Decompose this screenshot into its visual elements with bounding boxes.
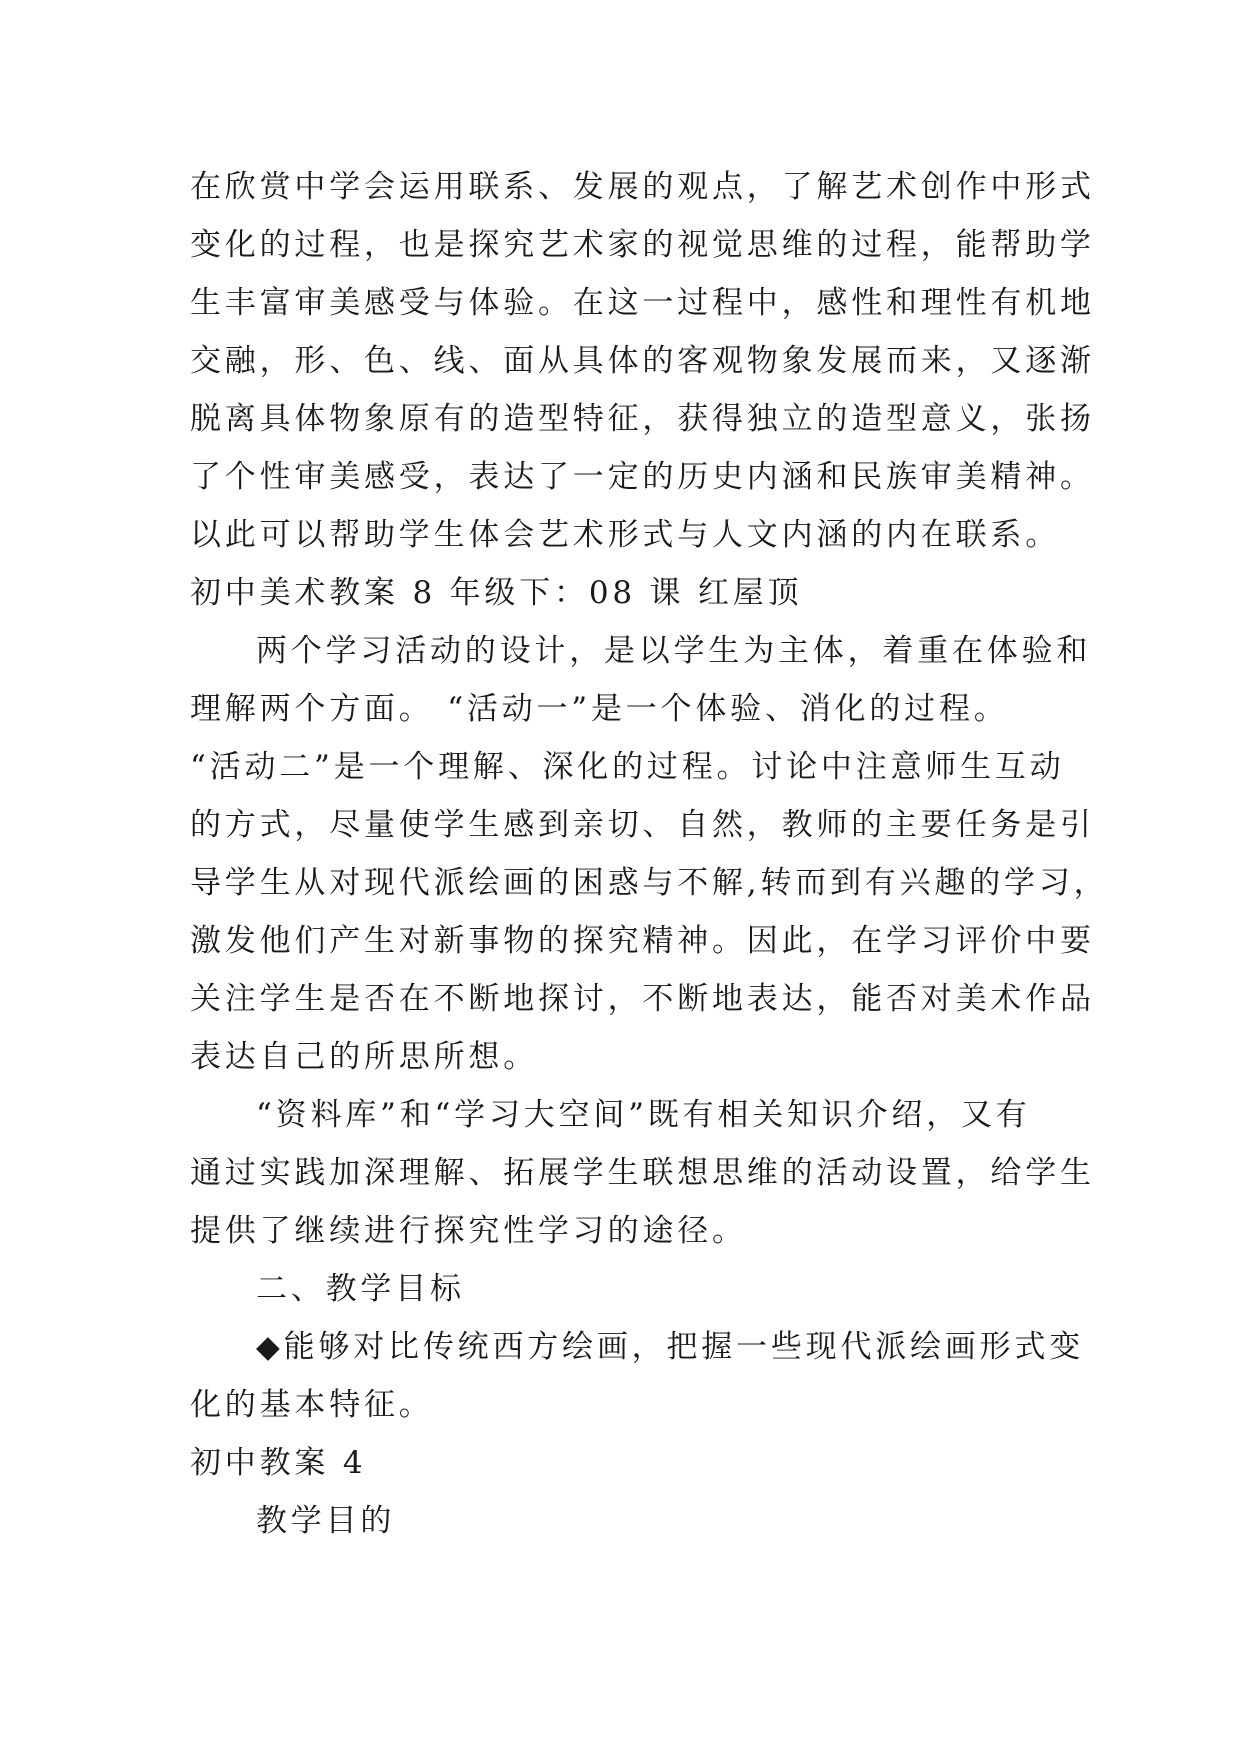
section-heading: 初中美术教案 8 年级下：08 课 红屋顶 [190, 575, 803, 611]
subheading: 教学目的 [256, 1503, 396, 1539]
text-line: 化的基本特征。 [190, 1387, 434, 1423]
text-line: 表达自己的所思所想。 [190, 1039, 538, 1075]
text-line: 在欣赏中学会运用联系、发展的观点，了解艺术创作中形式 [190, 169, 1095, 205]
bullet-line: ◆能够对比传统西方绘画，把握一些现代派绘画形式变 [256, 1329, 1085, 1365]
text-line: 关注学生是否在不断地探讨，不断地表达，能否对美术作品 [190, 981, 1095, 1017]
text-line: 以此可以帮助学生体会艺术形式与人文内涵的内在联系。 [190, 517, 1060, 553]
text-line: “资料库”和“学习大空间”既有相关知识介绍，又有 [256, 1097, 1031, 1133]
text-line: 的方式，尽量使学生感到亲切、自然，教师的主要任务是引 [190, 807, 1095, 843]
text-line: “活动二”是一个理解、深化的过程。讨论中注意师生互动 [190, 749, 1065, 785]
text-line: 激发他们产生对新事物的探究精神。因此，在学习评价中要 [190, 923, 1095, 959]
text-line: 交融，形、色、线、面从具体的客观物象发展而来，又逐渐 [190, 343, 1095, 379]
text-line: 两个学习活动的设计，是以学生为主体，着重在体验和 [256, 633, 1092, 669]
text-line: 生丰富审美感受与体验。在这一过程中，感性和理性有机地 [190, 285, 1095, 321]
text-line: 提供了继续进行探究性学习的途径。 [190, 1213, 747, 1249]
text-line: 了个性审美感受，表达了一定的历史内涵和民族审美精神。 [190, 459, 1095, 495]
subheading: 二、教学目标 [256, 1271, 465, 1307]
text-line: 理解两个方面。 “活动一”是一个体验、消化的过程。 [190, 691, 1009, 727]
text-line: 导学生从对现代派绘画的困惑与不解,转而到有兴趣的学习， [190, 865, 1109, 901]
section-heading: 初中教案 4 [190, 1445, 367, 1481]
text-line: 通过实践加深理解、拓展学生联想思维的活动设置，给学生 [190, 1155, 1095, 1191]
text-line: 变化的过程，也是探究艺术家的视觉思维的过程，能帮助学 [190, 227, 1095, 263]
text-line: 脱离具体物象原有的造型特征，获得独立的造型意义，张扬 [190, 401, 1095, 437]
